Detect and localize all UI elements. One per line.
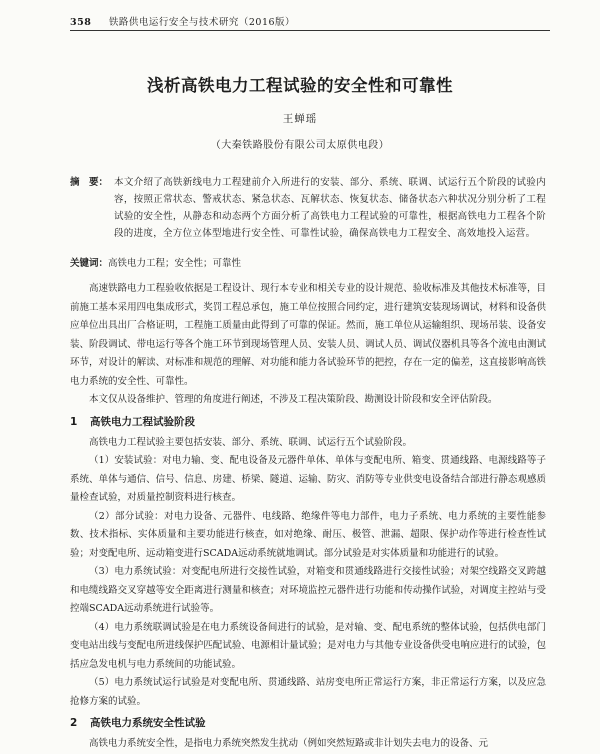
- paragraph: 高铁电力工程试验主要包括安装、部分、系统、联调、试运行五个试验阶段。: [89, 436, 413, 448]
- header-rule: [70, 30, 550, 31]
- section-heading: [70, 413, 546, 432]
- abstract-label: 摘 要：: [70, 177, 109, 188]
- section-number: 2: [70, 717, 78, 729]
- body-text: [70, 280, 546, 754]
- paragraph: （4）电力系统联调试验是在电力系统设备间进行的试验，是对输、变、配电系统的整体试验，包括供电部门变电站出线与变配电所进线保护匹配试验、电源相计量试验；是对电力与其他专业设备供受电响应进行的试验，包括应急发电机与电力系统间的功能试验。: [70, 621, 546, 670]
- author: 王蝉瑶: [282, 113, 318, 125]
- affiliation: （大秦铁路股份有限公司太原供电段）: [210, 140, 390, 151]
- paragraph: （2）部分试验：对电力设备、元器件、电线路、绝缘件等电力部件，电力子系统、电力系统的主要性能参数、技术指标、实体质量和主要功能进行核查，如对绝缘、耐压、极管、泄漏、超限、保护动作等进行检查性试验；对变配电所、远动箱变进行SCADA远动系统就地调试。部分试验是对实体质量和功能进行的试验。: [70, 510, 546, 559]
- paragraph: 高速铁路电力工程验收依据是工程设计、现行本专业和相关专业的设计规范、验收标准及其他技术标准等，目前施工基本采用四电集成形式，奖罚工程总承包，施工单位按照合同约定，进行建筑安装现场调试，材料和设备供应单位出具出厂合格证明，工程施工质量由此得到了可靠的保证。然而，施工单位从运输组织、现场吊装、设备安装、阶段调试、带电运行等各个施工环节到现场管理人员、安装人员、调试人员、调试仪器机具等各个流电由测试环节，对设计的解读、对标准和规范的理解、对功能和能力各试验环节的把控，存在一定的偏差，这直接影响高铁电力系统的安全性、可靠性。: [70, 283, 546, 387]
- running-header: [70, 14, 550, 28]
- paragraph: 高铁电力系统安全性，是指电力系统突然发生扰动（例如突然短路或非计划失去电力的设备、元: [89, 738, 489, 749]
- abstract-text: 本文介绍了高铁新线电力工程建前介入所进行的安装、部分、系统、联调、试运行五个阶段的试验内容，按照正常状态、警戒状态、紧急状态、瓦解状态、恢复状态、储备状态六种状况分别分析了工程试验的安全性，从静态和动态两个方面分析了高铁电力工程试验的可靠性，根据高铁电力工程各个阶段的进度，全方位立体型地进行安全性、可靠性试验，确保高铁电力工程安全、高效地投入运营。: [114, 177, 546, 239]
- paragraph: （5）电力系统试运行试验是对变配电所、贯通线路、站房变电所正常运行方案，非正常运行方案，以及应急抢修方案的试验。: [70, 677, 546, 707]
- keywords-text: 高铁电力工程；安全性；可靠性: [108, 258, 242, 269]
- abstract: [70, 174, 546, 242]
- journal-name: 铁路供电运行安全与技术研究（2016版）: [108, 17, 296, 28]
- keywords: [70, 255, 546, 269]
- section-title: 高铁电力工程试验阶段: [90, 415, 195, 428]
- section-heading: [70, 714, 546, 733]
- section-number: 1: [70, 415, 78, 428]
- section-title: 高铁电力系统安全性试验: [90, 717, 206, 729]
- page-number: 358: [70, 17, 92, 28]
- paragraph: （3）电力系统试验：对变配电所进行交接性试验，对箱变和贯通线路进行交接性试验；对架空线路交叉跨越和电缆线路交叉穿越等安全距离进行测量和核查；对环境监控元器件进行功能和传动操作试验，对调度主控站与受控端SCADA远动系统进行试验等。: [70, 566, 546, 614]
- paragraph: 本文仅从设备维护、管理的角度进行阐述，不涉及工程决策阶段、勘测设计阶段和安全评估阶段。: [89, 394, 498, 405]
- keywords-label: 关键词：: [70, 258, 109, 269]
- paper-title: 浅析高铁电力工程试验的安全性和可靠性: [147, 76, 453, 95]
- paragraph: （1）安装试验：对电力输、变、配电设备及元器件单体、单体与变配电所、箱变、贯通线路、电源线路等子系统、单体与通信、信号、信息、房建、桥梁、隧道、运输、防灾、消防等专业供变电设备结合部进行静态观感质量检查试验，对质量控制资料进行核查。: [70, 455, 546, 503]
